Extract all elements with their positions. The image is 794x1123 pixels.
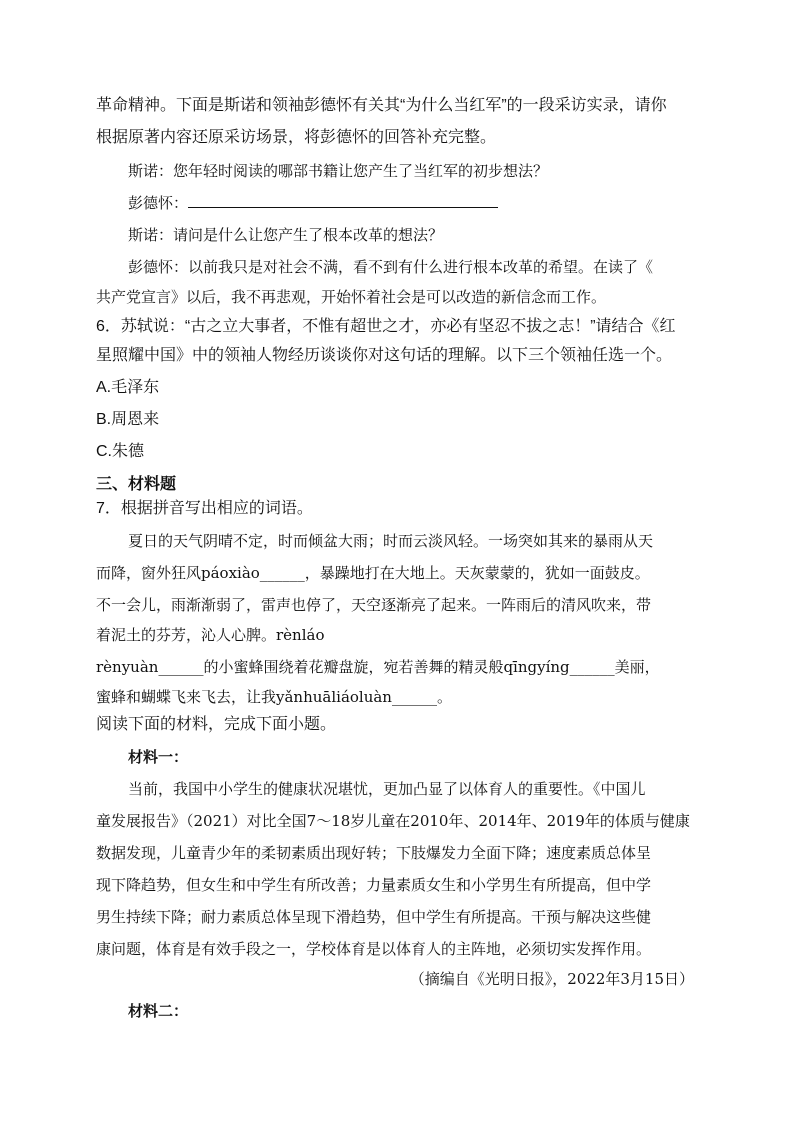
material-1-line: 康问题，体育是有效手段之一，学校体育是以体育人的主阵地，必须切实发挥作用。 xyxy=(96,940,652,958)
question-7-prompt: 7．根据拼音写出相应的词语。 xyxy=(96,500,313,517)
dialogue-answer-line xyxy=(128,192,498,214)
pinyin-passage-line: rènyuàn______的小蜜蜂围绕着花瓣盘旋，宛若善舞的精灵般qīngyíng______美丽， xyxy=(96,658,660,676)
option-c: C.朱德 xyxy=(96,443,145,460)
option-a: A.毛泽东 xyxy=(96,379,160,396)
material-1-line: 数据发现，儿童青少年的柔韧素质出现好转；下肢爆发力全面下降；速度素质总体呈 xyxy=(96,844,652,862)
material-1-line: 当前，我国中小学生的健康状况堪忧，更加凸显了以体育人的重要性。《中国儿 xyxy=(128,780,646,798)
material-2-title: 材料二： xyxy=(128,1002,189,1020)
question-6-line: 星照耀中国》中的领袖人物经历谈谈你对这句话的理解。以下三个领袖任选一个。 xyxy=(96,347,673,364)
material-1-line: 男生持续下降；耐力素质总体呈现下滑趋势，但中学生有所提高。干预与解决这些健 xyxy=(96,908,652,926)
dialogue-line: 彭德怀：以前我只是对社会不满，看不到有什么进行根本改革的希望。在读了《 xyxy=(128,258,654,276)
dialogue-line: 共产党宣言》以后，我不再悲观，开始怀着社会是可以改造的新信念而工作。 xyxy=(96,288,607,306)
material-1-line: 现下降趋势，但女生和中学生有所改善；力量素质女生和小学男生有所提高，但中学 xyxy=(96,876,652,894)
option-b: B.周恩来 xyxy=(96,411,160,428)
pinyin-passage-line: 蜜蜂和蝴蝶飞来飞去，让我yǎnhuāliáoluàn______。 xyxy=(96,688,452,706)
material-1-source: （摘编自《光明日报》，2022年3月15日） xyxy=(409,970,694,988)
dialogue-speaker: 彭德怀： xyxy=(128,194,189,212)
material-1-line: 童发展报告》（2021）对比全国7～18岁儿童在2010年、2014年、2019年的体质与健康 xyxy=(96,812,690,830)
pinyin-passage-line: 而降，窗外狂风páoxiào______，暴躁地打在大地上。天灰蒙蒙的，犹如一面鼓皮。 xyxy=(96,564,650,582)
question-6-line: 6．苏轼说：“古之立大事者，不惟有超世之才，亦必有坚忍不拔之志！”请结合《红 xyxy=(96,318,676,335)
dialogue-line: 斯诺：您年轻时阅读的哪部书籍让您产生了当红军的初步想法？ xyxy=(128,162,549,180)
pinyin-passage-line: 不一会儿，雨渐渐弱了，雷声也停了，天空逐渐亮了起来。一阵雨后的清风吹来，带 xyxy=(96,596,652,614)
material-1-title: 材料一： xyxy=(128,748,189,766)
pinyin-passage-line: 着泥土的芬芳，沁人心脾。rènláo xyxy=(96,626,325,644)
section-heading: 三、材料题 xyxy=(96,476,177,493)
answer-blank[interactable] xyxy=(188,193,498,208)
dialogue-line: 斯诺：请问是什么让您产生了根本改革的想法？ xyxy=(128,226,444,244)
pinyin-passage-line: 夏日的天气阴晴不定，时而倾盆大雨；时而云淡风轻。一场突如其来的暴雨从天 xyxy=(128,532,654,550)
passage-line: 根据原著内容还原采访场景，将彭德怀的回答补充完整。 xyxy=(96,129,497,146)
reading-intro: 阅读下面的材料，完成下面小题。 xyxy=(96,716,337,733)
passage-line: 革命精神。下面是斯诺和领袖彭德怀有关其“为什么当红军”的一段采访实录，请你 xyxy=(96,97,667,114)
